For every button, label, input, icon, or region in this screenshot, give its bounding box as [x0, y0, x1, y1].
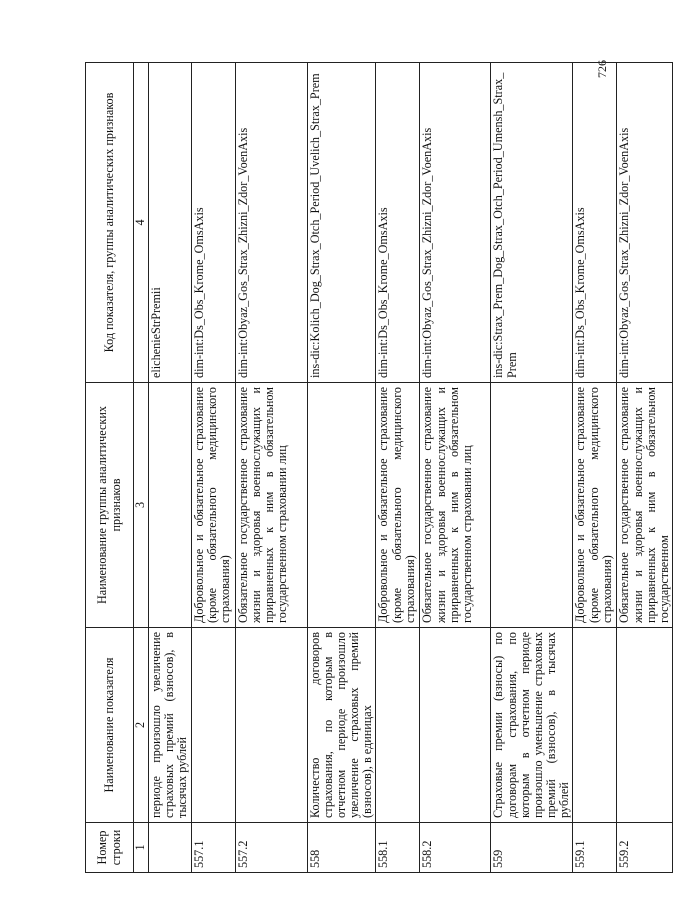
table-row: [149, 63, 192, 873]
table-row: [376, 63, 420, 873]
indicator-code: dim-int:Ds_Obs_Krome_OmsAxis: [573, 63, 617, 383]
column-number: 4: [134, 63, 149, 383]
group-name: [491, 383, 573, 628]
indicator-code: dim-int:Ds_Obs_Krome_OmsAxis: [376, 63, 420, 383]
indicator-code: dim-int:Ds_Obs_Krome_OmsAxis: [191, 63, 235, 383]
group-name: Обязательное государственное страхование жизни и здоровья военнослужащих и приравненных к ним в обязательном государственном страховании лиц: [235, 383, 307, 628]
header-row-number: Номер строки: [86, 823, 134, 873]
group-name: [307, 383, 376, 628]
indicator-name: [420, 628, 491, 823]
group-name: Добровольное и обязательное страхование (кроме обязательного медицинского страхования): [376, 383, 420, 628]
indicator-name: периоде произошло увеличение страховых премий (взносов), в тысячах рублей: [149, 628, 192, 823]
table-row: [617, 63, 673, 873]
indicator-name: [617, 628, 673, 823]
row-number: 557.2: [235, 823, 307, 873]
indicator-name: [235, 628, 307, 823]
group-name: Добровольное и обязательное страхование (кроме обязательного медицинского страхования): [573, 383, 617, 628]
group-name: [149, 383, 192, 628]
indicator-name: Страховые премии (взносы) по договорам страхования, по которым в отчетном периоде произошло уменьшение страховых премий (взносов), в тысячах рублей: [491, 628, 573, 823]
row-number: 557.1: [191, 823, 235, 873]
row-number: 558.2: [420, 823, 491, 873]
table-row: [420, 63, 491, 873]
indicator-name: Количество договоров страхования, по которым в отчетном периоде произошло увеличение страховых премий (взносов), в единицах: [307, 628, 376, 823]
table-row: [307, 63, 376, 873]
row-number: 559.2: [617, 823, 673, 873]
row-number: [149, 823, 192, 873]
indicator-name: [376, 628, 420, 823]
indicator-code: elichenieStrPremii: [149, 63, 192, 383]
indicator-name: [191, 628, 235, 823]
group-name: Обязательное государственное страхование жизни и здоровья военнослужащих и приравненных к ним в обязательном государственном: [617, 383, 673, 628]
group-name: Обязательное государственное страхование жизни и здоровья военнослужащих и приравненных к ним в обязательном государственном страховании лиц: [420, 383, 491, 628]
indicator-code: dim-int:Obyaz_Gos_Strax_Zhizni_Zdor_VoenAxis: [420, 63, 491, 383]
table-row: [191, 63, 235, 873]
indicator-code: dim-int:Obyaz_Gos_Strax_Zhizni_Zdor_VoenAxis: [617, 63, 673, 383]
header-code: Код показателя, группы аналитических признаков: [86, 63, 134, 383]
row-number: 559.1: [573, 823, 617, 873]
column-number: 1: [134, 823, 149, 873]
header-indicator-name: Наименование показателя: [86, 628, 134, 823]
row-number: 559: [491, 823, 573, 873]
indicator-code: dim-int:Obyaz_Gos_Strax_Zhizni_Zdor_VoenAxis: [235, 63, 307, 383]
indicator-code: ins-dic:Kolich_Dog_Strax_Otch_Period_Uvelich_Strax_Prem: [307, 63, 376, 383]
page-number: 726: [595, 60, 609, 78]
indicator-name: [573, 628, 617, 823]
column-number: 3: [134, 383, 149, 628]
indicator-code: ins-dic:Strax_Prem_Dog_Strax_Otch_Period_Umensh_Strax_Prem: [491, 63, 573, 383]
indicator-table: [85, 62, 673, 873]
row-number: 558: [307, 823, 376, 873]
table-row: [235, 63, 307, 873]
table-row: [491, 63, 573, 873]
header-group-name: Наименование группы аналитических признаков: [86, 383, 134, 628]
row-number: 558.1: [376, 823, 420, 873]
group-name: Добровольное и обязательное страхование (кроме обязательного медицинского страхования): [191, 383, 235, 628]
table-row: [573, 63, 617, 873]
column-number: 2: [134, 628, 149, 823]
